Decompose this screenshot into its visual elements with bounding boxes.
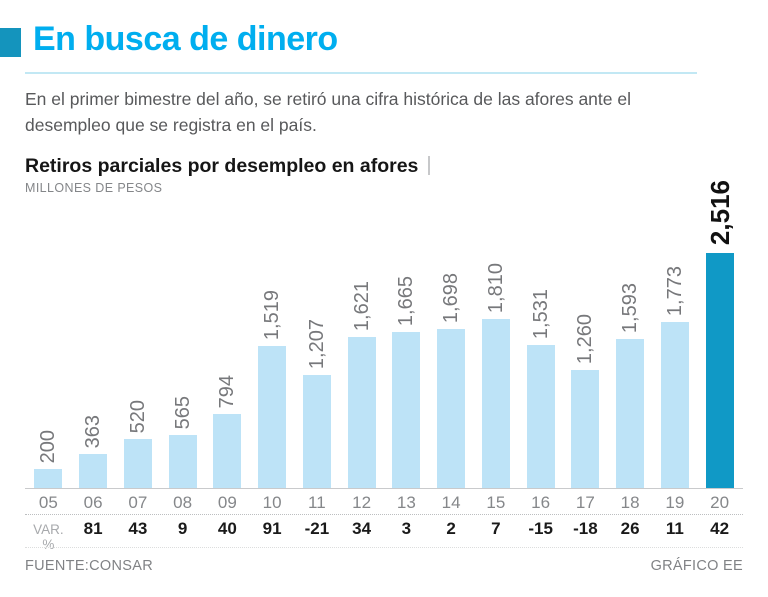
bar-column xyxy=(295,150,340,488)
bar-20 xyxy=(706,253,734,488)
bar-column xyxy=(205,150,250,488)
bar-06 xyxy=(79,454,107,488)
bar-column xyxy=(697,150,742,488)
bar-value-label: 1,810 xyxy=(484,262,507,313)
bar-09 xyxy=(213,414,241,488)
var-value: -18 xyxy=(573,519,598,538)
year-label: 17 xyxy=(575,493,595,512)
bar-value-label: 794 xyxy=(216,374,239,408)
bar-value-label: 520 xyxy=(126,399,149,433)
bar-19 xyxy=(661,322,689,488)
bar-value-label: 1,207 xyxy=(305,318,328,369)
year-label: 05 xyxy=(38,493,58,512)
bar-column xyxy=(160,150,205,488)
bar-value-label: 1,531 xyxy=(529,288,552,339)
credit-label: GRÁFICO EE xyxy=(650,558,743,574)
var-value: 91 xyxy=(262,519,282,538)
var-value: 34 xyxy=(352,519,372,538)
year-axis xyxy=(26,493,742,513)
year-label: 14 xyxy=(441,493,461,512)
intro-text xyxy=(25,86,725,138)
bar-value-label: 565 xyxy=(171,395,194,429)
title-underline xyxy=(25,72,697,74)
year-label: 10 xyxy=(262,493,282,512)
bar-15 xyxy=(482,319,510,488)
year-label: 08 xyxy=(173,493,193,512)
separator-dotted-bottom xyxy=(25,547,743,548)
var-value: 42 xyxy=(710,519,730,538)
bar-08 xyxy=(169,435,197,488)
bar-12 xyxy=(348,337,376,488)
bar-value-label: 1,260 xyxy=(574,313,597,364)
bar-column xyxy=(518,150,563,488)
var-value: -21 xyxy=(304,519,330,538)
bar-column xyxy=(653,150,698,488)
bar-18 xyxy=(616,339,644,488)
bar-value-label: 1,519 xyxy=(261,289,284,340)
year-label: 19 xyxy=(665,493,685,512)
year-label: 18 xyxy=(620,493,640,512)
bar-value-label: 363 xyxy=(82,414,105,448)
bar-value-label: 1,593 xyxy=(619,282,642,333)
bar-13 xyxy=(392,332,420,488)
bar-column xyxy=(608,150,653,488)
bar-value-label: 1,773 xyxy=(663,265,686,316)
intro-line-1: En el primer bimestre del año, se retiró una cifra histórica de las afores ante el xyxy=(25,89,631,109)
var-value: 40 xyxy=(217,519,237,538)
x-axis-line xyxy=(25,488,743,489)
var-value: 81 xyxy=(83,519,103,538)
year-label: 20 xyxy=(710,493,730,512)
bar-chart xyxy=(26,150,742,488)
intro-line-2: desempleo que se registra en el país. xyxy=(25,115,317,135)
year-label: 06 xyxy=(83,493,103,512)
year-label: 16 xyxy=(531,493,551,512)
var-value: 2 xyxy=(446,519,456,538)
title-accent-square xyxy=(0,28,21,57)
year-label: 07 xyxy=(128,493,148,512)
bar-column xyxy=(339,150,384,488)
bar-value-label: 1,621 xyxy=(350,280,373,331)
bar-value-label: 200 xyxy=(37,429,60,463)
bar-column xyxy=(116,150,161,488)
source-label: FUENTE:CONSAR xyxy=(25,558,153,574)
var-value: 9 xyxy=(177,519,188,538)
var-value: 43 xyxy=(128,519,148,538)
var-value: -15 xyxy=(528,519,553,538)
bar-value-label: 1,698 xyxy=(440,272,463,323)
year-label: 13 xyxy=(396,493,416,512)
year-label: 11 xyxy=(308,493,326,512)
bar-11 xyxy=(303,375,331,488)
year-label: 09 xyxy=(217,493,237,512)
chart-units: MILLONES DE PESOS xyxy=(25,181,163,195)
bar-value-label: 1,665 xyxy=(395,275,418,326)
bar-column xyxy=(26,150,71,488)
bar-column xyxy=(71,150,116,488)
var-value: 11 xyxy=(665,519,684,538)
var-value: 7 xyxy=(491,519,501,538)
bar-14 xyxy=(437,329,465,488)
var-value: 26 xyxy=(620,519,640,538)
separator-dotted-top xyxy=(25,514,743,515)
bar-17 xyxy=(571,370,599,488)
bar-value-label: 2,516 xyxy=(704,179,735,245)
bar-column xyxy=(563,150,608,488)
bar-column xyxy=(250,150,295,488)
bar-10 xyxy=(258,346,286,488)
bar-column xyxy=(474,150,519,488)
bar-05 xyxy=(34,469,62,488)
chart-title: Retiros parciales por desempleo en afores xyxy=(25,155,419,177)
page-title: En busca de dinero xyxy=(33,20,338,58)
bar-16 xyxy=(527,345,555,488)
year-label: 15 xyxy=(486,493,506,512)
var-axis-label: VAR. % xyxy=(33,522,64,552)
bar-07 xyxy=(124,439,152,488)
year-label: 12 xyxy=(352,493,372,512)
bar-column xyxy=(429,150,474,488)
var-value: 3 xyxy=(401,519,412,538)
bar-column xyxy=(384,150,429,488)
